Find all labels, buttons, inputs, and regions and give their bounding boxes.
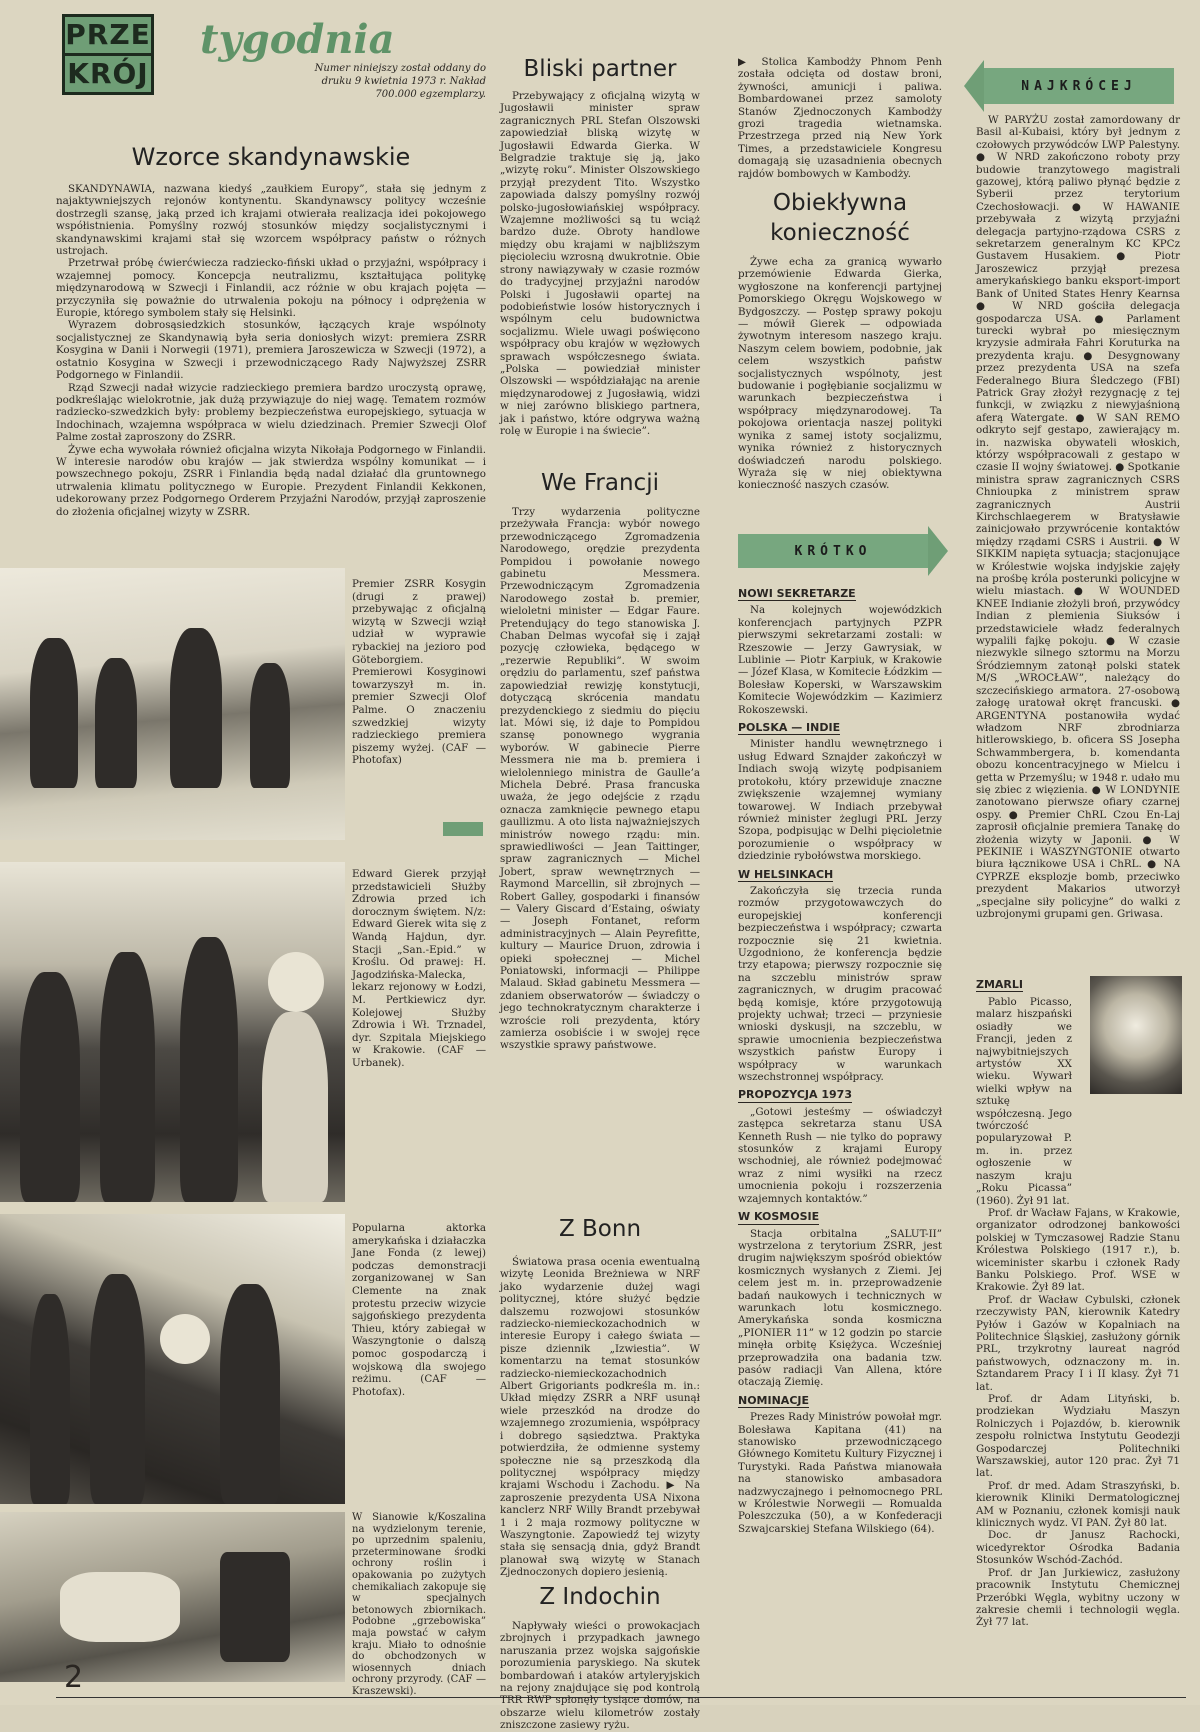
sub-zmarli: ZMARLI [976,978,1024,991]
green-marker-1 [443,822,483,836]
page-number: 2 [64,1660,84,1695]
logo-top: PRZE [62,14,154,53]
scandinavia-p5: Żywe echa wywołała również oficjalna wizyta Nikołaja Podgornego w Finlandii. W interesie narodów obu krajów — jak stwierdza wspólny komunikat — i powszechnego pokoju, ZSRR i Finlandia będą nadal działać dla gruntownego utrwalenia klimatu politycznego w Europie. Prezydent Finlandii Kekkonen, udekorowany przez Podgornego Orderem Przyjaźni Narodów, przyjął zaproszenie do złożenia oficjalnej wizyty w ZSRR. [56,443,486,518]
polska-indie-text: Minister handlu wewnętrznego i usług Edward Sznajder zakończył w Indiach swoją wizytę podpisaniem protokołu, który przewiduje znaczne zwiększenie wzajemnej wymiany towarowej. W Indiach przebywał również minister żeglugi PRL Jerzy Szopa, podpisując w Delhi pięcioletnie porozumienie o współpracy w dziedzinie rybołówstwa morskiego. [738,738,942,863]
z-bonn-text: Światowa prasa ocenia ewentualną wizytę Leonida Breżniewa w NRF jako wydarzenie dużej wagi politycznej, które służyć będzie dalszemu rozwojowi stosunków radziecko-niemieckozachodnich w interesie Europy i całego świata — pisze dziennik „Izwiestia”. W komentarzu na temat stosunków radziecko-niemieckozachodnich Albert Grigoriants podkreśla m. in.: Układ między ZSRR a NRF usunął wiele przeszkód na drodze do wzajemnego zrozumienia, współpracy i dobrego sąsiedztwa. Praktyka potwierdziła, że odmienne systemy społeczne nie są przeszkodą dla politycznej współpracy między krajami Wschodu i Zachodu. ▶ Na zaproszenie prezydenta USA Nixona kanclerz NRF Willy Brandt przebywał 1 i 2 maja rozmowy polityczne w Waszyngtonie. Zapowiedź tej wizyty stała się sensacją dnia, gdyż Brandt planował swą wizytę w Stanach Zjednoczonych dopiero jesienią. [500,1256,700,1579]
scandinavia-text [56,183,486,551]
krotko-box: KRÓTKO [738,534,928,568]
rachocki-text: Doc. dr Janusz Rachocki, wicedyrektor Ośrodka Badania Stosunków Wschód-Zachód. [976,1529,1180,1567]
bliski-partner-text: Przebywający z oficjalną wizytą w Jugosławii minister spraw zagranicznych PRL Stefan Olszowski zapowiedział bliską wizytę w Jugosławii Edwarda Gierka. W Belgradzie traktuje się ją, jako „wizytę roku”. Minister Olszowskiego przyjął prezydent Tito. Wszystko zapowiada dalszy pomyślny rozwój polsko-jugosłowiańskiej współpracy. Wzajemne możliwości są tu wciąż bardzo duże. Obroty handlowe między obu krajami w najbliższym pięcioleciu wzrosną dwukrotnie. Obie strony nawiązywały w czasie rozmów do tradycyjnej przyjaźni narodów Polski i Jugosławii opartej na podobieństwie losów historycznych i wspólnym celu budownictwa socjalizmu. Wiele uwagi poświęcono współpracy obu krajów w węzłowych sprawach współczesnego świata. „Polska — powiedział minister Olszowski — współdziałając na arenie międzynarodowej z Jugosławią, widzi w niej zarówno bliskiego partnera, jak i państwo, które odgrywa ważną rolę w Europie i na świecie”. [500,90,700,437]
krotko-arrow [928,526,948,576]
issue-note: Numer niniejszy został oddany do druku 9 kwietnia 1973 r. Nakład 700.000 egzemplarzy. [314,63,486,100]
krotko-text [738,582,942,1694]
helsinki-text: Zakończyła się trzecia runda rozmów przygotowawczych do europejskiej konferencji bezpieczeństwa i współpracy; czwarta rozpocznie się 21 kwietnia. Uzgodniono, że konferencja będzie trzy etapowa; pierwszy rozpocznie się na szczeblu ministrów spraw zagranicznych, w drugim pracować będą komisje, które przygotowują projekty uchwał; trzeci — przyniesie wnioski dyskusji, na szczeblu, w sprawie umocnienia bezpieczeństwa wszystkich państw Europy i współpracy w warunkach wszechstronnej współpracy. [738,884,942,1084]
sub-nowi-sekretarze: NOWI SEKRETARZE [738,587,856,600]
sub-helsinki: W HELSINKACH [738,867,834,881]
nowi-sekretarze-text: Na kolejnych wojewódzkich konferencjach partyjnych PZPR pierwszymi sekretarzami zostali: w Rzeszowie — Jerzy Gawrysiak, w Lublinie — Piotr Karpiuk, w Krakowie — Józef Klasa, w Komitecie Łódzkim — Bolesław Koperski, w Warszawskim Komitecie Wojewódzkim — Kazimierz Rokoszewski. [738,604,942,716]
caption-kosygin: Premier ZSRR Kosygin (drugi z prawej) przebywając z oficjalną wizytą w Szwecji wziął udział w wyprawie rybackiej na jezioro pod Göteborgiem. Premierowi Kosyginowi towarzyszył m. in. premier Szwecji Olof Palme. O znaczeniu szwedzkiej wizyty radzieckiego premiera piszemy wyżej. (CAF — Photofax) [352,578,486,767]
najkrocej-text: W PARYŻU został zamordowany dr Basil al-Kubaisi, który był jednym z czołowych przywódców LWP Palestyny. ● W NRD zakończono roboty przy budowie tranzytowego magistrali gazowej, którą paliwo płynąć będzie z Syberii przez terytorium Czechosłowacji. ● W HAWANIE przebywała z wizytą przyjaźni delegacja partyjno-rządowa CSRS z sekretarzem generalnym KC KPCz Gustavem Husakiem. ● Piotr Jaroszewicz przyjął prezesa amerykańskiego banku eksport-import Bank of United States Henry Kearnsa ● W NRD gościła delegacja gospodarcza USA. ● Parlament turecki wybrał po miesięcznym kryzysie admirała Fahri Koruturka na prezydenta kraju. ● Desygnowany przez prezydenta USA na szefa Federalnego Biura Śledczego (FBI) Patrick Gray złożył rezygnację z tej funkcji, w związku z niewyjaśnioną aferą Watergate. ● W SAN REMO odkryto sejf gestapo, zawierający m. in. nazwiska obywateli włoskich, którzy współpracowali z gestapo w czasie II wojny światowej. ● Spotkanie ministra spraw zagranicznych CSRS Chnioupka z ministrem spraw zagranicznych Austrii Kirchschlaegerem w Bratysławie zainicjowało przywrócenie kontaktów między rządami CSRS i Austrii. ● W SIKKIM napięta sytuacja; stacjonujące w Królestwie wojska indyjskie zajęły na prośbę króla posterunki policyjne w wielu miastach. ● W WOUNDED KNEE Indianie złożyli broń, przywódcy Indian z plemienia Siuksów i przedstawiciele władz federalnych wypalili fajkę pokoju. ● W czasie niezwykle silnego sztormu na Morzu Śródziemnym zatonął polski statek M/S „WROCŁAW”, należący do szczecińskiego armatora. 27-osobową załogę uratował okręt francuski. ● ARGENTYNA postanowiła wydać władzom NRF zbrodniarza hitlerowskiego, b. oficera SS Josepha Schwammbergera, b. komendanta obozu koncentracyjnego w Mielcu i getta w Przemyślu; w 1948 r. udało mu się zbiec z więzienia. ● W LONDYNIE zanotowano pierwsze ofiary czarnej ospy. ● Premier ChRL Czou En-Laj zaprosił oficjalnie premiera Tanakę do złożenia wizyty w Japonii. ● W PEKINIE i WASZYNGTONIE otwarto biura łącznikowe USA i ChRL. ● NA CYPRZE eksplozje bomb, przeciwko prezydent Makarios utworzył „specjalne siły policyjne” do walki z uzbrojonymi grupami gen. Griwasa. [976,114,1180,920]
jurkiewicz-text: Prof. dr Jan Jurkiewicz, zasłużony pracownik Instytutu Chemicznej Przeróbki Węgla, wybitny uczony w zakresie chemii i technologii węgla. Żył 77 lat. [976,1566,1180,1629]
caption-sianow: W Sianowie k/Koszalina na wydzielonym terenie, po uprzednim spaleniu, przeterminowane środki ochrony roślin i opakowania po zużytych chemikaliach zakopuje się w specjalnych betonowych zbiornikach. Podobne „grzebowiska” maja powstać w całym kraju. Miało to odnośnie do obchodzonych w wiosennych dniach ochrony przyrody. (CAF — Kraszewski). [352,1512,486,1697]
masthead-script: tygodnia [200,16,395,63]
zmarli-text [976,996,1180,1696]
kambodza-text: ▶ Stolica Kambodży Phnom Penh została odcięta od dostaw broni, żywności, amunicji i paliwa. Bombardowanei przez samoloty Stanów Zjednoczonych Kambodży grozi tragedia wietnamska. Przestrzega przed nią New York Times, a przedstawiciele Kongresu domagają się uzasadnienia obecnych rajdów bombowych w Kambodży. [738,56,942,180]
photo-kosygin-fishing [0,568,345,840]
najkrocej-box: NAJKRÓCEJ [984,68,1174,104]
z-bonn-title: Z Bonn [558,1216,642,1242]
photo-jane-fonda [0,1214,345,1504]
cybulski-text: Prof. dr Wacław Cybulski, członek rzeczywisty PAN, kierownik Katedry Pyłów i Gazów w Kopalniach na Politechnice Śląskiej, zasłużony górnik PRL, trzykrotny laureat nagród państwowych, odznaczony m. in. Sztandarem Pracy I i II klasy. Żył 71 lat. [976,1293,1180,1393]
z-indochin-title: Z Indochin [539,1584,661,1610]
masthead-logo [62,14,154,90]
najkrocej-arrow [964,60,984,112]
we-francji-text: Trzy wydarzenia polityczne przeżywała Francja: wybór nowego przewodniczącego Zgromadzenia Narodowego, orędzie prezydenta Pompidou i powołanie nowego gabinetu Messmera. Przewodniczącym Zgromadzenia Narodowego został b. premier, wieloletni minister — Edgar Faure. Pretendujący do tego stanowiska J. Chaban Delmas wycofał się i zajął pozycję człowieka, będącego w „rezerwie Republiki”. W swoim orędziu do parlamentu, szef państwa zapowiedział rewizję konstytucji, dotyczącą skrócenia mandatu prezydenckiego z siedmiu do pięciu lat. Mówi się, iż daje to Pompidou szansę ponownego wygrania wyborów. W gabinecie Pierre Messmera nie ma b. premiera i wielolenniego ministra de Gaulle’a Michela Debré. Prasa francuska uważa, że jego odejście z rządu oznacza zamknięcie pewnego etapu gaullizmu. A oto lista najważniejszych ministrów nowego rządu: min. sprawiedliwości — Jean Taittinger, spraw zagranicznych — Michel Jobert, spraw wewnętrznych — Raymond Marcellin, sił zbrojnych — Robert Galley, gospodarki i finansów — Valery Giscard d’Estaing, oświaty — Joseph Fontanet, reform administracyjnych — Alain Peyrefitte, kultury — Maurice Druon, zdrowia i opieki społecznej — Michel Poniatowski, informacji — Philippe Malaud. Skład gabinetu Messmera — zdaniem obserwatorów — świadczy o jego technokratycznym charakterze i wzroście roli prezydenta, który zamierza osobiście i w swojej ręce wszystkie sprawy państwowe. [500,506,700,1052]
scandinavia-p2: Przetrwał próbę ćwierćwiecza radziecko-fiński układ o przyjaźni, współpracy i wzajemnej pomocy. Koncepcja neutralizmu, kształtująca politykę międzynarodową w Szwecji i Finlandii, acz różnie w obu krajach pojęta — przyczyniła się poważnie do utrwalenia pokoju na północy i odprężenia w Europie, którego symbolem stały się Helsinki. [56,257,486,320]
z-indochin-text: Napływały wieści o prowokacjach zbrojnych i przypadkach jawnego naruszania przez wojska sajgońskie porozumienia paryskiego. Na skutek bombardowań i ataków artyleryjskich na rejony znajdujące się pod kontrolą TRR RWP spłonęły tysiące domów, na obszarze wielu kilometrów zostały zniszczone zasiewy ryżu. [500,1620,700,1732]
fajans-text: Prof. dr Wacław Fajans, w Krakowie, organizator odrodzonej bankowości polskiej w Tymczasowej Radzie Stanu Królestwa Polskiego (1917 r.), b. wiceminister skarbu i członek Rady Banku Polskiego. Prof. WSE w Krakowie. Żył 89 lat. [976,1206,1180,1294]
photo-gierek-health [0,862,345,1202]
caption-gierek: Edward Gierek przyjął przedstawicieli Służby Zdrowia przed ich dorocznym świętem. N/z: Edward Gierek wita się z Wandą Hajdun, dyr. Stacji „San.-Epid.” w Kroślu. Od prawej: H. Jagodzińska-Malecka, lekarz rejonowy w Łodzi, M. Pertkiewicz dyr. Kolejowej Służby Zdrowia i Wł. Trznadel, dyr. Szpitala Miejskiego w Krakowie. (CAF — Urbanek). [352,868,486,1069]
photo-sianow [0,1512,345,1682]
picasso-text: Pablo Picasso, malarz hiszpański osiadły we Francji, jeden z najwybitniejszych artystów XX wieku. Wywarł wielki wpływ na sztukę współczesną. Jego twórczość popularyzował P. m. in. przez ogłoszenie w naszym kraju „Roku Picassa” (1960). Żył 91 lat. [976,996,1072,1207]
obiekływna-text: Żywe echa za granicą wywarło przemówienie Edwarda Gierka, wygłoszone na konferencji partyjnej Pomorskiego Okręgu Wojskowego w Bydgoszczy. — Postęp sprawy pokoju — mówił Gierek — odpowiada żywotnym interesom naszego kraju. Naszym celem bowiem, podobnie, jak celem wszystkich państw socjalistycznych wspólnoty, jest budowanie i pogłębianie socjalizmu w warunkach bezpieczeństwa i współpracy międzynarodowej. Ta pokojowa orientacja naszej polityki wynika z samej istoty socjalizmu, wynika również z historycznych doświadczeń narodu polskiego. Wyraża się w niej obiektywna konieczność naszych czasów. [738,256,942,492]
scandinavia-p4: Rząd Szwecji nadał wizycie radzieckiego premiera bardzo uroczystą oprawę, podkreślając wielokrotnie, jak dużą przywiązuje do niej wagę. Tematem rozmów radziecko-szwedzkich były: problemy bezpieczeństwa europejskiego, sytuacja w Indochinach, wzajemna współpraca w wielu dziedzinach. Premier Szwecji Olof Palme został zaproszony do ZSRR. [56,381,486,444]
sub-polska-indie: POLSKA — INDIE [738,721,841,735]
obiekływna-title: Obiekływna konieczność [770,190,910,246]
logo-bottom: KRÓJ [62,53,154,95]
scandinavia-p3: Wyrazem dobrosąsiedzkich stosunków, łączących kraje wspólnoty socjalistycznej ze Skandynawią była seria doniosłych wizyt: premiera ZSRR Kosygina w Danii i Norwegii (1971), premiera Jaroszewicza w Szwecji (1972), a ostatnio Kosygina w Szwecji i przewodniczącego Rady Najwyższej ZSRR Podgornego w Finlandii. [56,319,486,382]
propozycja-text: „Gotowi jesteśmy — oświadczył zastępca sekretarza stanu USA Kenneth Rush — nie tylko do poprawy stosunków z krajami Europy wschodniej, ale również podejmować wraz z nimi wysiłki na rzecz umocnienia pokoju i rozszerzenia wzajemnych kontaktów.” [738,1105,942,1205]
nominacje-text: Prezes Rady Ministrów powołał mgr. Bolesława Kapitana (41) na stanowisko przewodniczącego Głównego Komitetu Kultury Fizycznej i Turystyki. Rada Państwa mianowała na stanowisko ambasadora nadzwyczajnego i pełnomocnego PRL w Królestwie Norwegii — Romualda Poleszczuka (50), a w Konfederacji Szwajcarskiej Stefana Wilskiego (64). [738,1411,942,1535]
sub-propozycja: PROPOZYCJA 1973 [738,1088,852,1102]
bliski-partner-title: Bliski partner [523,56,677,82]
kosmos-text: Stacja orbitalna „SALUT-II” wystrzelona z terytorium ZSRR, jest drugim największym spośród obiektów kosmicznych wysłanych z Ziemi. Jej celem jest m. in. przeprowadzenie badań naukowych i technicznych w warunkach lotu kosmicznego. Amerykańska sonda kosmiczna „PIONIER 11” w 12 godzin po starcie minęła orbitę Księżyca. Wcześniej przeprowadziła ona badania tzw. pasów radiacji Van Allena, które otaczają Ziemię. [738,1227,942,1389]
sub-nominacje: NOMINACJE [738,1393,809,1407]
caption-fonda: Popularna aktorka amerykańska i działaczka Jane Fonda (z lewej) podczas demonstracji zorganizowanej w San Clemente na znak protestu przeciw wizycie sajgońskiego prezydenta Thieu, który zabiegał w Waszyngtonie o dalszą pomoc gospodarczą i wojskową dla swojego reżimu. (CAF — Photofax). [352,1222,486,1398]
litynski-text: Prof. dr Adam Lityński, b. prodziekan Wydziału Maszyn Rolniczych i Pojazdów, b. kierownik zespołu rolnictwa Instytutu Geodezji Gospodarczej Politechniki Warszawskiej, autor 120 prac. Żył 71 lat. [976,1393,1180,1480]
we-francji-title: We Francji [541,470,659,496]
straszynski-text: Prof. dr med. Adam Straszyński, b. kierownik Kliniki Dermatologicznej AM w Poznaniu, członek komisji nauk klinicznych wydz. VI PAN. Żył 80 lat. [976,1479,1180,1530]
scandinavia-title: Wzorce skandynawskie [131,143,411,171]
scandinavia-p1: SKANDYNAWIA, nazwana kiedyś „zaułkiem Europy”, stała się jednym z najaktywniejszych rejonów kontynentu. Skandynawscy politycy wcześnie dostrzegli szansę, jaką przed ich krajami otwierała realizacja idei pokojowego współistnienia. Pomyślny rozwój stosunków między socjalistycznymi i skandynawskimi krajami stał się wzorcem współpracy państw o różnych ustrojach. [56,183,486,258]
sub-kosmos: W KOSMOSIE [738,1210,820,1224]
